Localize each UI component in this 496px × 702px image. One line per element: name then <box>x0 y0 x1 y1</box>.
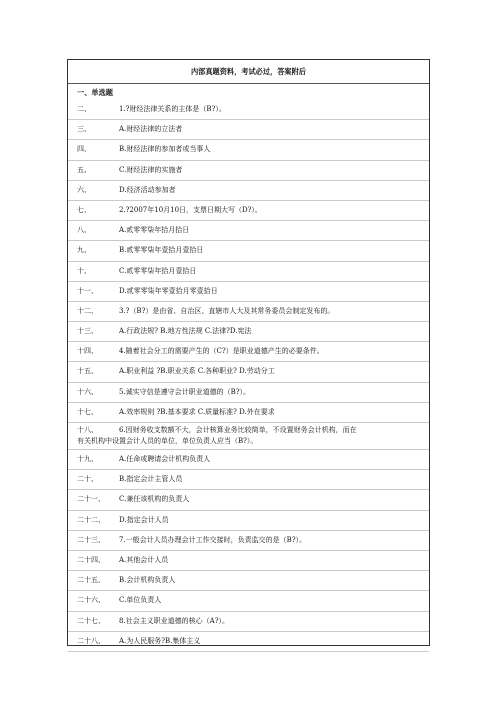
row-text: C.财经法律的实施者 <box>119 165 183 174</box>
row-number: 二十一、 <box>77 495 105 504</box>
document-table <box>67 59 430 646</box>
row-text: A.为人民服务?B.集体主义 <box>119 636 201 645</box>
row-text: 6.因财务收支数额不大，会计核算业务比较简单，不设置财务会计机构，而在 <box>119 426 357 434</box>
row-text: A.职业利益 ?B.职业关系 C.各种职业? D.劳动分工 <box>119 367 275 376</box>
table-row <box>68 282 429 302</box>
table-row <box>68 470 429 490</box>
row-text: 5.诚实守信是遵守会计职业道德的（B?）。 <box>119 387 251 396</box>
row-number: 二十三、 <box>77 535 105 544</box>
row-text: C.兼任该机构的负责人 <box>119 495 190 504</box>
row-number: 十一、 <box>77 286 98 295</box>
row-text: D.经济活动参加者 <box>119 185 176 194</box>
question-rows <box>68 100 429 652</box>
row-number: 十四、 <box>77 347 98 356</box>
table-row <box>68 241 429 261</box>
row-text: 2.?2007年10月10日，支票日期大写（D?）。 <box>119 205 262 214</box>
row-text-continued: 有关机构中设置会计人员的单位，单位负责人应当（B?）。 <box>77 437 258 445</box>
table-row <box>68 322 429 342</box>
table-row <box>68 591 429 611</box>
table-row <box>68 511 429 531</box>
table-row <box>68 383 429 403</box>
table-row <box>68 302 429 322</box>
row-number: 四、 <box>77 145 91 154</box>
table-row <box>68 262 429 282</box>
row-number: 二、 <box>77 105 91 113</box>
table-row <box>68 450 429 470</box>
row-text: A.效率规则 ?B.基本要求 C.质量标准? D.外在要求 <box>119 407 275 416</box>
row-number: 十三、 <box>77 327 98 336</box>
row-number: 六、 <box>77 185 91 194</box>
table-row <box>68 100 429 120</box>
row-number: 八、 <box>77 226 91 235</box>
table-row <box>68 531 429 551</box>
table-row <box>68 140 429 160</box>
table-row <box>68 342 429 362</box>
table-row <box>68 612 429 632</box>
row-number: 二十六、 <box>77 596 105 605</box>
row-text: 7.一般会计人员办理会计工作交接时，负责监交的是（B?）。 <box>119 535 307 544</box>
table-row <box>68 571 429 591</box>
row-number: 二十五、 <box>77 576 105 585</box>
table-row <box>68 490 429 510</box>
row-text: B.会计机构负责人 <box>119 576 176 585</box>
table-row <box>68 632 429 652</box>
row-text: A.其他会计人员 <box>119 555 169 564</box>
row-number: 七、 <box>77 205 91 214</box>
row-number: 二十二、 <box>77 515 105 524</box>
row-text: A.贰零零柒年拾月拾日 <box>119 226 190 235</box>
table-row <box>68 221 429 241</box>
row-text: A.行政法规? B.地方性法规 C.法律?D.宪法 <box>119 327 252 336</box>
row-number: 二十、 <box>77 475 98 484</box>
row-number: 三、 <box>77 125 91 134</box>
row-text: 1.?财经法律关系的主体是（B?）。 <box>119 105 226 113</box>
row-number: 十八、 <box>77 426 98 434</box>
row-number: 十九、 <box>77 455 98 463</box>
row-number: 二十八、 <box>77 636 105 645</box>
row-text: C.单位负责人 <box>119 596 162 605</box>
row-text: A.任命或聘请会计机构负责人 <box>119 455 211 463</box>
table-row <box>68 120 429 140</box>
section-title: 一、单选题 <box>77 88 113 97</box>
row-number: 十、 <box>77 266 91 275</box>
table-row <box>68 551 429 571</box>
row-text: B.指定会计主管人员 <box>119 475 183 484</box>
row-text: A.财经法律的立法者 <box>119 125 183 134</box>
table-row <box>68 181 429 201</box>
row-text: 3.?（B?）是由省、自治区、直辖市人大及其常务委员会制定发布的。 <box>119 306 335 315</box>
row-text: D.贰零零柒年零壹拾月零壹拾日 <box>119 286 218 295</box>
row-number: 二十四、 <box>77 555 105 564</box>
row-number: 十六、 <box>77 387 98 396</box>
row-number: 十五、 <box>77 367 98 376</box>
table-row <box>68 423 429 450</box>
row-number: 二十七、 <box>77 616 105 625</box>
table-row <box>68 201 429 221</box>
row-number: 九、 <box>77 246 91 255</box>
row-text: B.财经法律的参加者或当事人 <box>119 145 211 154</box>
row-text: B.贰零零柒年壹拾月壹拾日 <box>119 246 204 255</box>
table-row <box>68 161 429 181</box>
row-text: 4.随着社会分工的需要产生的（C?）是职业道德产生的必要条件。 <box>119 347 324 356</box>
document-header: 内部真题资料，考试必过，答案附后 <box>68 60 429 84</box>
row-line <box>77 425 423 436</box>
row-number: 十七、 <box>77 407 98 416</box>
row-number: 十二、 <box>77 306 98 315</box>
row-text: C.贰零零柒年拾月壹拾日 <box>119 266 197 275</box>
table-row <box>68 362 429 382</box>
table-row <box>68 403 429 423</box>
row-text: 8.社会主义职业道德的核心（A?）。 <box>119 616 229 625</box>
row-number: 五、 <box>77 165 91 174</box>
row-text: D.指定会计人员 <box>119 515 169 524</box>
